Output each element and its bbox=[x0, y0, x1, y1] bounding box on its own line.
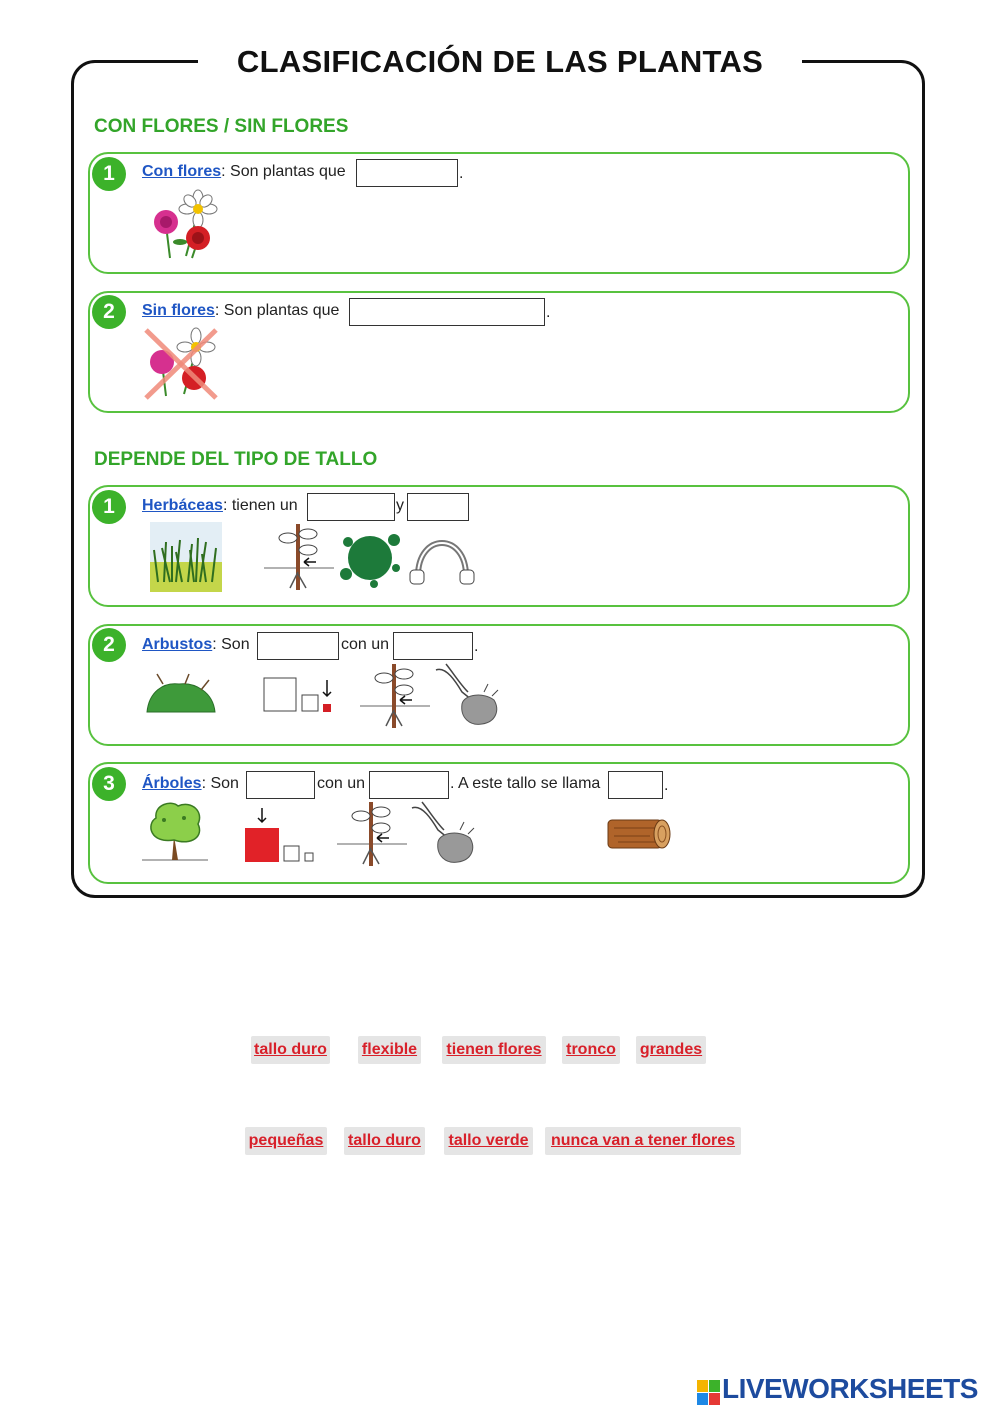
flowers-icon bbox=[146, 190, 222, 260]
answer-input-arboles-3[interactable] bbox=[608, 771, 663, 799]
stem-icon bbox=[264, 522, 334, 592]
tree-icon bbox=[142, 800, 208, 866]
number-badge: 2 bbox=[92, 295, 126, 329]
bush-icon bbox=[145, 672, 217, 714]
period: . bbox=[664, 777, 669, 794]
size-big-icon bbox=[244, 806, 318, 864]
period: . bbox=[474, 638, 479, 655]
question-text: : Son plantas que bbox=[214, 302, 340, 319]
number-badge: 1 bbox=[92, 157, 126, 191]
word-chip[interactable]: pequeñas bbox=[245, 1127, 327, 1155]
question-arboles bbox=[142, 771, 239, 797]
answer-input-herbaceas-2[interactable] bbox=[407, 493, 469, 521]
liveworksheets-logo-icon bbox=[697, 1380, 721, 1406]
question-con-flores bbox=[142, 159, 346, 185]
size-small-icon bbox=[262, 676, 336, 714]
page-title: CLASIFICACIÓN DE LAS PLANTAS bbox=[236, 44, 764, 79]
word-chip[interactable]: flexible bbox=[358, 1036, 421, 1064]
number-badge: 3 bbox=[92, 767, 126, 801]
term-herbaceas: Herbáceas bbox=[142, 497, 223, 514]
number-badge: 1 bbox=[92, 490, 126, 524]
stem-icon bbox=[337, 800, 407, 868]
hard-rock-icon bbox=[432, 662, 502, 728]
answer-input-arbustos-2[interactable] bbox=[393, 632, 473, 660]
question-text: : Son plantas que bbox=[221, 163, 346, 180]
connector-tallo-llama: . A este tallo se llama bbox=[450, 775, 601, 792]
green-color-icon bbox=[338, 528, 404, 588]
question-herbaceas bbox=[142, 493, 298, 519]
answer-input-arboles-2[interactable] bbox=[369, 771, 449, 799]
question-arbustos bbox=[142, 632, 250, 658]
question-text: : Son bbox=[212, 636, 250, 653]
answer-input-sin-flores[interactable] bbox=[349, 298, 545, 326]
word-chip[interactable]: tallo verde bbox=[444, 1127, 533, 1155]
question-sin-flores bbox=[142, 298, 339, 324]
period: . bbox=[459, 165, 464, 182]
word-chip[interactable]: tallo duro bbox=[344, 1127, 425, 1155]
answer-input-con-flores[interactable] bbox=[356, 159, 458, 187]
section-heading-flowers: CON FLORES / SIN FLORES bbox=[94, 116, 349, 137]
section-heading-stem: DEPENDE DEL TIPO DE TALLO bbox=[94, 449, 378, 470]
liveworksheets-logo: LIVEWORKSHEETS bbox=[722, 1373, 978, 1404]
word-chip[interactable]: tallo duro bbox=[251, 1036, 330, 1064]
answer-input-herbaceas-1[interactable] bbox=[307, 493, 395, 521]
term-con-flores: Con flores bbox=[142, 163, 222, 180]
word-chip[interactable]: grandes bbox=[636, 1036, 706, 1064]
connector-y: y bbox=[396, 497, 404, 514]
trunk-log-icon bbox=[600, 818, 672, 850]
word-chip[interactable]: tronco bbox=[562, 1036, 620, 1064]
answer-input-arboles-1[interactable] bbox=[246, 771, 315, 799]
connector-con-un: con un bbox=[317, 775, 366, 792]
word-chip[interactable]: tienen flores bbox=[442, 1036, 546, 1064]
question-text: : tienen un bbox=[222, 497, 298, 514]
grass-icon bbox=[150, 522, 222, 592]
connector-con-un: con un bbox=[341, 636, 390, 653]
no-flowers-icon bbox=[142, 328, 222, 400]
question-text: : Son bbox=[201, 775, 239, 792]
flexible-icon bbox=[408, 528, 476, 588]
period: . bbox=[546, 304, 551, 321]
number-badge: 2 bbox=[92, 628, 126, 662]
answer-input-arbustos-1[interactable] bbox=[257, 632, 339, 660]
hard-rock-icon bbox=[408, 800, 480, 866]
word-chip[interactable]: nunca van a tener flores bbox=[545, 1127, 741, 1155]
term-sin-flores: Sin flores bbox=[142, 302, 215, 319]
term-arboles: Árboles bbox=[142, 775, 202, 792]
stem-icon bbox=[360, 662, 430, 730]
term-arbustos: Arbustos bbox=[142, 636, 213, 653]
